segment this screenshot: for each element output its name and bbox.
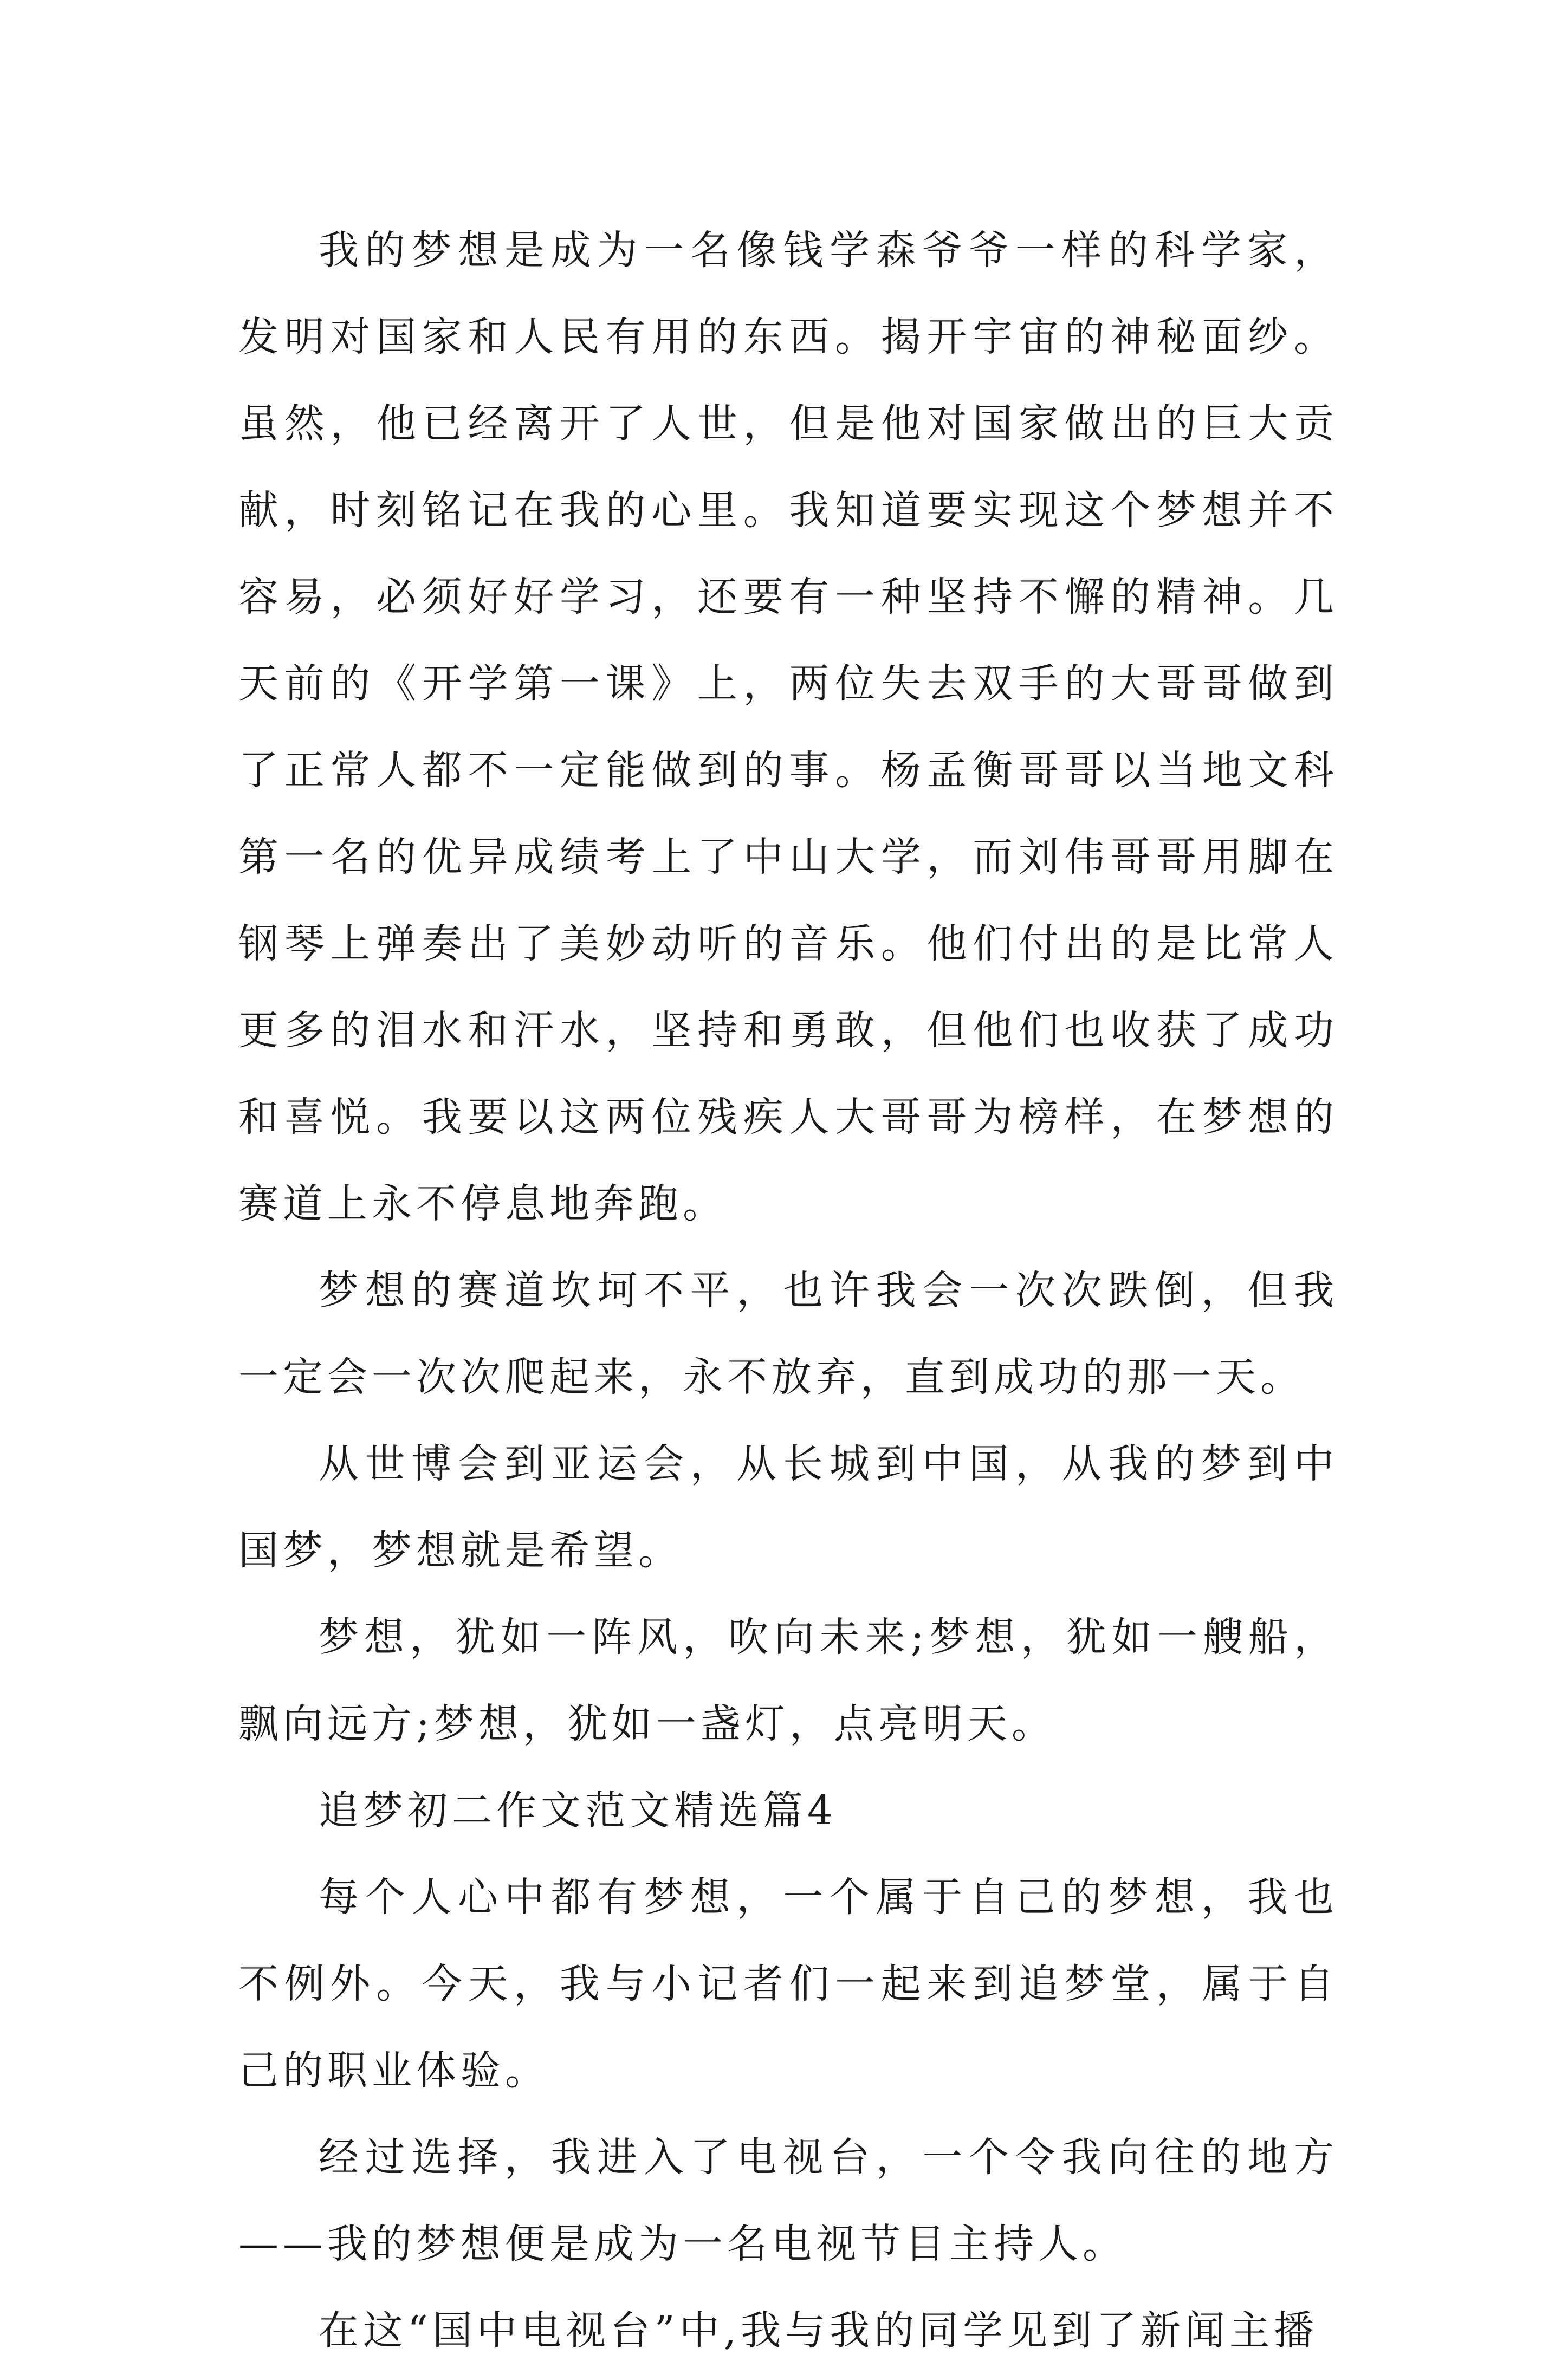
paragraph-dream-scientist: 我的梦想是成为一名像钱学森爷爷一样的科学家，发明对国家和人民有用的东西。揭开宇宙的神秘面纱。虽然，他已经离开了人世，但是他对国家做出的巨大贡献，时刻铭记在我的心里。我知道要实现这个梦想并不容易，必须好好学习，还要有一种坚持不懈的精神。几天前的《开学第一课》上，两位失去双手的大哥哥做到了正常人都不一定能做到的事。杨孟衡哥哥以当地文科第一名的优异成绩考上了中山大学，而刘伟哥哥用脚在钢琴上弹奏出了美妙动听的音乐。他们付出的是比常人更多的泪水和汗水，坚持和勇敢，但他们也收获了成功和喜悦。我要以这两位残疾人大哥哥为榜样，在梦想的赛道上永不停息地奔跑。 — [238, 227, 1338, 1227]
paragraph-tv-station: 经过选择，我进入了电视台，一个令我向往的地方——我的梦想便是成为一名电视节目主持人。 — [238, 2134, 1338, 2267]
paragraph-dream-track: 梦想的赛道坎坷不平，也许我会一次次跌倒，但我一定会一次次爬起来，永不放弃，直到成功的那一天。 — [238, 1267, 1338, 1400]
paragraph-everyone-has-dream: 每个人心中都有梦想，一个属于自己的梦想，我也不例外。今天，我与小记者们一起来到追梦堂，属于自己的职业体验。 — [238, 1874, 1338, 2094]
paragraph-dream-metaphors: 梦想，犹如一阵风，吹向未来;梦想，犹如一艘船，飘向远方;梦想，犹如一盏灯，点亮明天。 — [238, 1614, 1338, 1747]
section-heading: 追梦初二作文范文精选篇4 — [319, 1787, 838, 1834]
document-body — [238, 207, 1338, 2374]
paragraph-expo-to-china-dream: 从世博会到亚运会，从长城到中国，从我的梦到中国梦，梦想就是希望。 — [238, 1441, 1338, 1574]
paragraph-news-anchor: 在这“国中电视台”中,我与我的同学见到了新闻主播 — [319, 2307, 1319, 2354]
